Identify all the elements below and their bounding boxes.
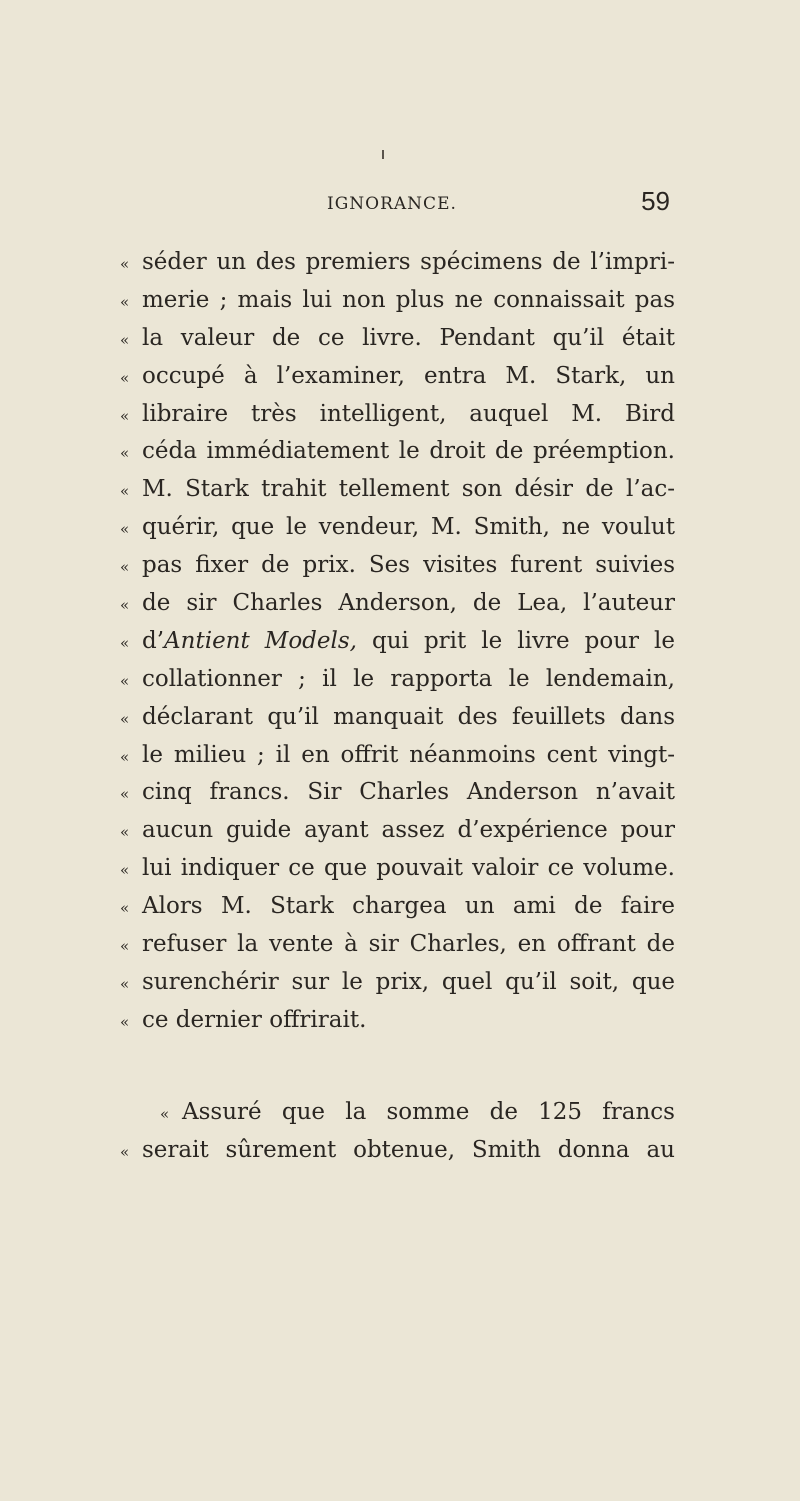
quote-mark: « (120, 899, 130, 918)
text-line: « libraire très intelligent, auquel M. Bird (120, 396, 675, 434)
quote-mark: « (120, 292, 130, 311)
quote-mark: « (120, 520, 130, 539)
quote-mark: « (120, 330, 130, 349)
text-line: « occupé à l’examiner, entra M. Stark, un (120, 358, 675, 396)
quote-mark: « (120, 861, 130, 880)
quote-mark: « (120, 1012, 130, 1031)
quote-mark: « (120, 482, 130, 501)
quote-mark: « (120, 671, 130, 690)
text-line: « Assuré que la somme de 125 francs (120, 1094, 675, 1132)
quote-mark: « (160, 1105, 170, 1123)
text-line: « de sir Charles Anderson, de Lea, l’auteur (120, 585, 675, 623)
text-line: « Alors M. Stark chargea un ami de faire (120, 888, 675, 926)
quote-mark: « (120, 633, 130, 652)
quote-mark: « (120, 785, 130, 804)
text-line: « merie ; mais lui non plus ne connaissait pas (120, 282, 675, 320)
page-number: 59 (641, 186, 670, 216)
quote-mark: « (120, 937, 130, 956)
quote-mark: « (120, 747, 130, 766)
text-line: « le milieu ; il en offrit néanmoins cent vingt- (120, 737, 675, 775)
quote-mark: « (120, 1142, 130, 1161)
quote-mark: « (120, 974, 130, 993)
page-header (120, 186, 670, 222)
text-line: « la valeur de ce livre. Pendant qu’il était (120, 320, 675, 358)
text-line: « céda immédiatement le droit de préemption. (120, 433, 675, 471)
text-line: « collationner ; il le rapporta le lendemain, (120, 661, 675, 699)
text-line: « M. Stark trahit tellement son désir de l’ac- (120, 471, 675, 509)
quote-mark: « (120, 368, 130, 387)
text-line: « cinq francs. Sir Charles Anderson n’avait (120, 774, 675, 812)
quote-mark: « (120, 444, 130, 463)
quote-mark: « (120, 596, 130, 615)
text-line: « surenchérir sur le prix, quel qu’il soit, que (120, 964, 675, 1002)
quote-mark: « (120, 709, 130, 728)
running-title: IGNORANCE. (327, 194, 457, 214)
quote-mark: « (120, 823, 130, 842)
quote-mark: « (120, 558, 130, 577)
book-title: Antient Models, (164, 627, 357, 654)
text-line: « serait sûrement obtenue, Smith donna au (120, 1132, 675, 1170)
text-line: « quérir, que le vendeur, M. Smith, ne voulut (120, 509, 675, 547)
text-line: « déclarant qu’il manquait des feuillets dans (120, 699, 675, 737)
text-line: « pas fixer de prix. Ses visites furent suivies (120, 547, 675, 585)
print-speck (382, 150, 384, 159)
paragraph-1 (120, 244, 675, 1040)
text-line: « lui indiquer ce que pouvait valoir ce volume. (120, 850, 675, 888)
text-line: « ce dernier offrirait. (120, 1002, 675, 1040)
text-line: « refuser la vente à sir Charles, en offrant de (120, 926, 675, 964)
quote-mark: « (120, 255, 130, 273)
quote-mark: « (120, 406, 130, 425)
text-line: « séder un des premiers spécimens de l’impri- (120, 244, 675, 282)
paragraph-2 (120, 1094, 675, 1170)
text-line: « aucun guide ayant assez d’expérience pour (120, 812, 675, 850)
text-line-with-title: « d’Antient Models, qui prit le livre pour le (120, 623, 675, 661)
